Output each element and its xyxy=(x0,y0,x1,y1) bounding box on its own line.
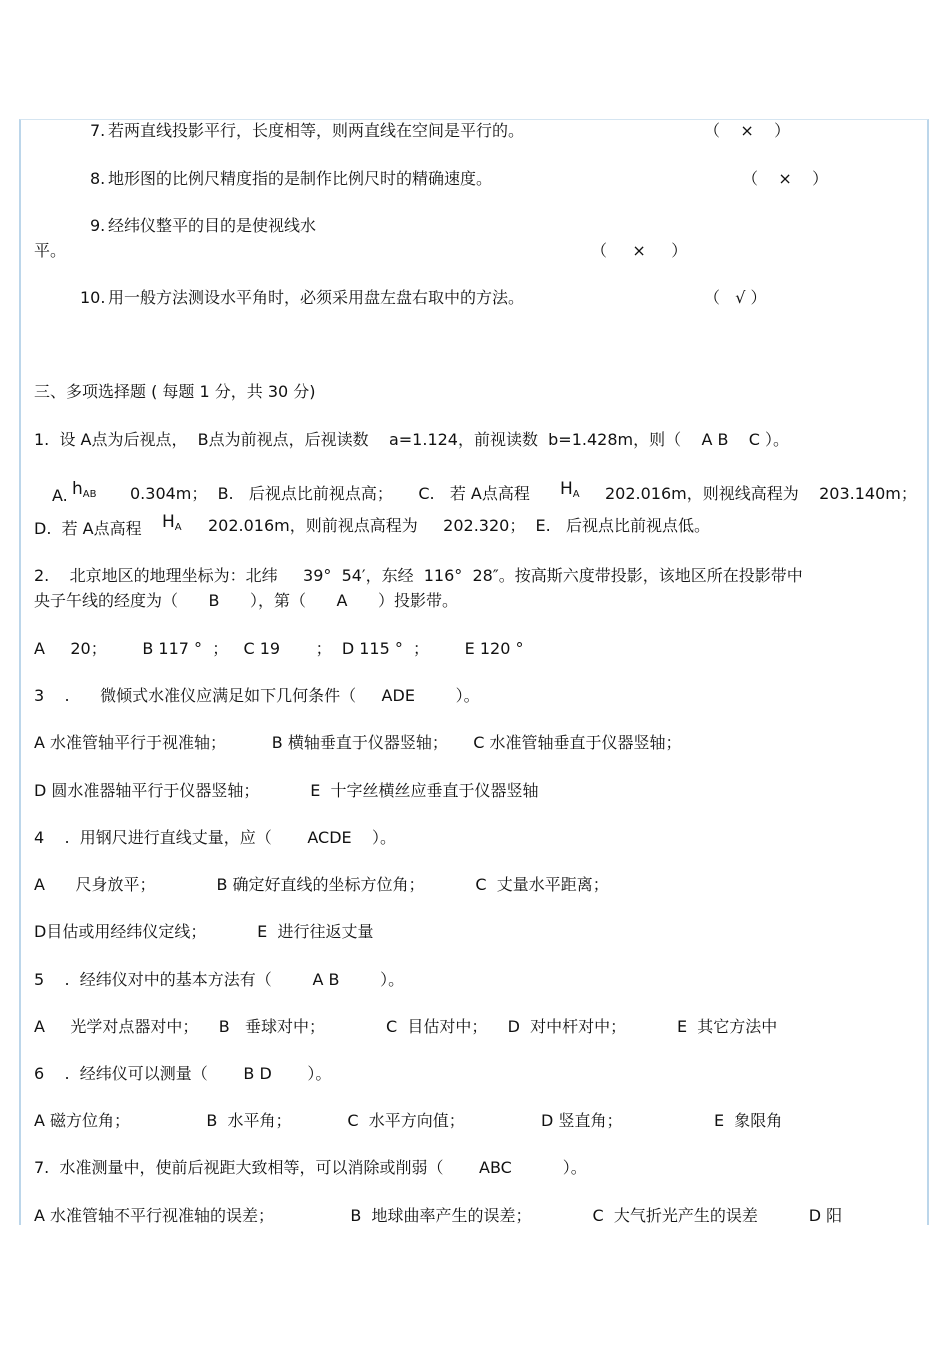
q4-stem: 4 . 用钢尺进行直线丈量，应（ ACDE ）。 xyxy=(34,828,396,847)
tf-item-8-answer: （ × ） xyxy=(742,169,829,188)
q1-options-line1: 0.304m； B. 后视点比前视点高； C. 若 A点高程 xyxy=(130,484,530,503)
q2-stem-line2: 央子午线的经度为（ B ），第（ A ）投影带。 xyxy=(34,591,458,610)
q4-options-line1: A 尺身放平； B 确定好直线的坐标方位角； C 丈量水平距离； xyxy=(34,875,609,894)
q1-options-line2: 202.016m，则前视点高程为 202.320； E. 后视点比前视点低。 xyxy=(208,516,710,535)
q5-stem: 5 . 经纬仪对中的基本方法有（ A B ）。 xyxy=(34,970,405,989)
tf-item-9-answer: （ × ） xyxy=(591,241,688,260)
tf-item-8-text: 地形图的比例尺精度指的是制作比例尺时的精确速度。 xyxy=(108,169,493,188)
q6-stem: 6 . 经纬仪可以测量（ B D ）。 xyxy=(34,1064,332,1083)
q1-H1-subscript: A xyxy=(572,489,580,500)
tf-item-10-text: 用一般方法测设水平角时，必须采用盘左盘右取中的方法。 xyxy=(108,288,525,307)
q3-options-line2: D 圆水准器轴平行于仪器竖轴； E 十字丝横丝应垂直于仪器竖轴 xyxy=(34,781,539,800)
tf-item-7-answer: （ × ） xyxy=(704,121,791,140)
q1-option-a-prefix: A. xyxy=(52,486,68,505)
q1-option-d-prefix: D. 若 A点高程 xyxy=(34,519,142,538)
q1-h-subscript: AB xyxy=(82,489,97,500)
q1-h-letter: h xyxy=(72,479,83,499)
q1-h-symbol xyxy=(72,479,96,502)
q1-H1-letter: H xyxy=(560,479,573,499)
q1-H-symbol-2 xyxy=(162,512,182,535)
q2-stem-line1: 2. 北京地区的地理坐标为：北纬 39° 54′，东经 116° 28″。按高斯六度带投影，该地区所在投影带中 xyxy=(34,566,803,585)
q6-options: A 磁方位角； B 水平角； C 水平方向值； D 竖直角； E 象限角 xyxy=(34,1111,783,1130)
q1-H2-subscript: A xyxy=(174,522,182,533)
tf-item-10-number: 10. xyxy=(80,288,106,307)
q3-stem: 3 . 微倾式水准仪应满足如下几何条件（ ADE ）。 xyxy=(34,686,480,705)
q7-stem: 7. 水准测量中，使前后视距大致相等，可以消除或削弱（ ABC ）。 xyxy=(34,1158,587,1177)
q3-options-line1: A 水准管轴平行于视准轴； B 横轴垂直于仪器竖轴； C 水准管轴垂直于仪器竖轴； xyxy=(34,733,682,752)
q4-options-line2: D目估或用经纬仪定线； E 进行往返丈量 xyxy=(34,922,374,941)
q1-H-symbol-1 xyxy=(560,479,580,502)
q2-options: A 20； B 117 ° ； C 19 ； D 115 ° ； E 120 ° xyxy=(34,639,524,658)
tf-item-9-number: 9. xyxy=(90,216,106,235)
tf-item-9-text: 经纬仪整平的目的是使视线水 xyxy=(108,216,317,235)
tf-item-9-text-continued: 平。 xyxy=(34,241,67,260)
q7-options: A 水准管轴不平行视准轴的误差； B 地球曲率产生的误差； C 大气折光产生的误差 D 阳 xyxy=(34,1206,843,1225)
tf-item-7-text: 若两直线投影平行，长度相等，则两直线在空间是平行的。 xyxy=(108,121,525,140)
q1-H2-letter: H xyxy=(162,512,175,532)
page-content-frame xyxy=(19,119,929,1225)
q5-options: A 光学对点器对中； B 垂球对中； C 目估对中； D 对中杆对中； E 其它方法中 xyxy=(34,1017,778,1036)
q1-options-line1-end: 202.016m，则视线高程为 203.140m； xyxy=(605,484,917,503)
tf-item-8-number: 8. xyxy=(90,169,106,188)
tf-item-10-answer: （ √ ） xyxy=(704,288,767,307)
tf-item-7-number: 7. xyxy=(90,121,106,140)
q1-stem: 1. 设 A点为后视点， B点为前视点，后视读数 a=1.124，前视读数 b=1.428m，则（ A B C ）。 xyxy=(34,430,790,449)
section-title: 三、多项选择题 ( 每题 1 分，共 30 分) xyxy=(34,382,316,401)
